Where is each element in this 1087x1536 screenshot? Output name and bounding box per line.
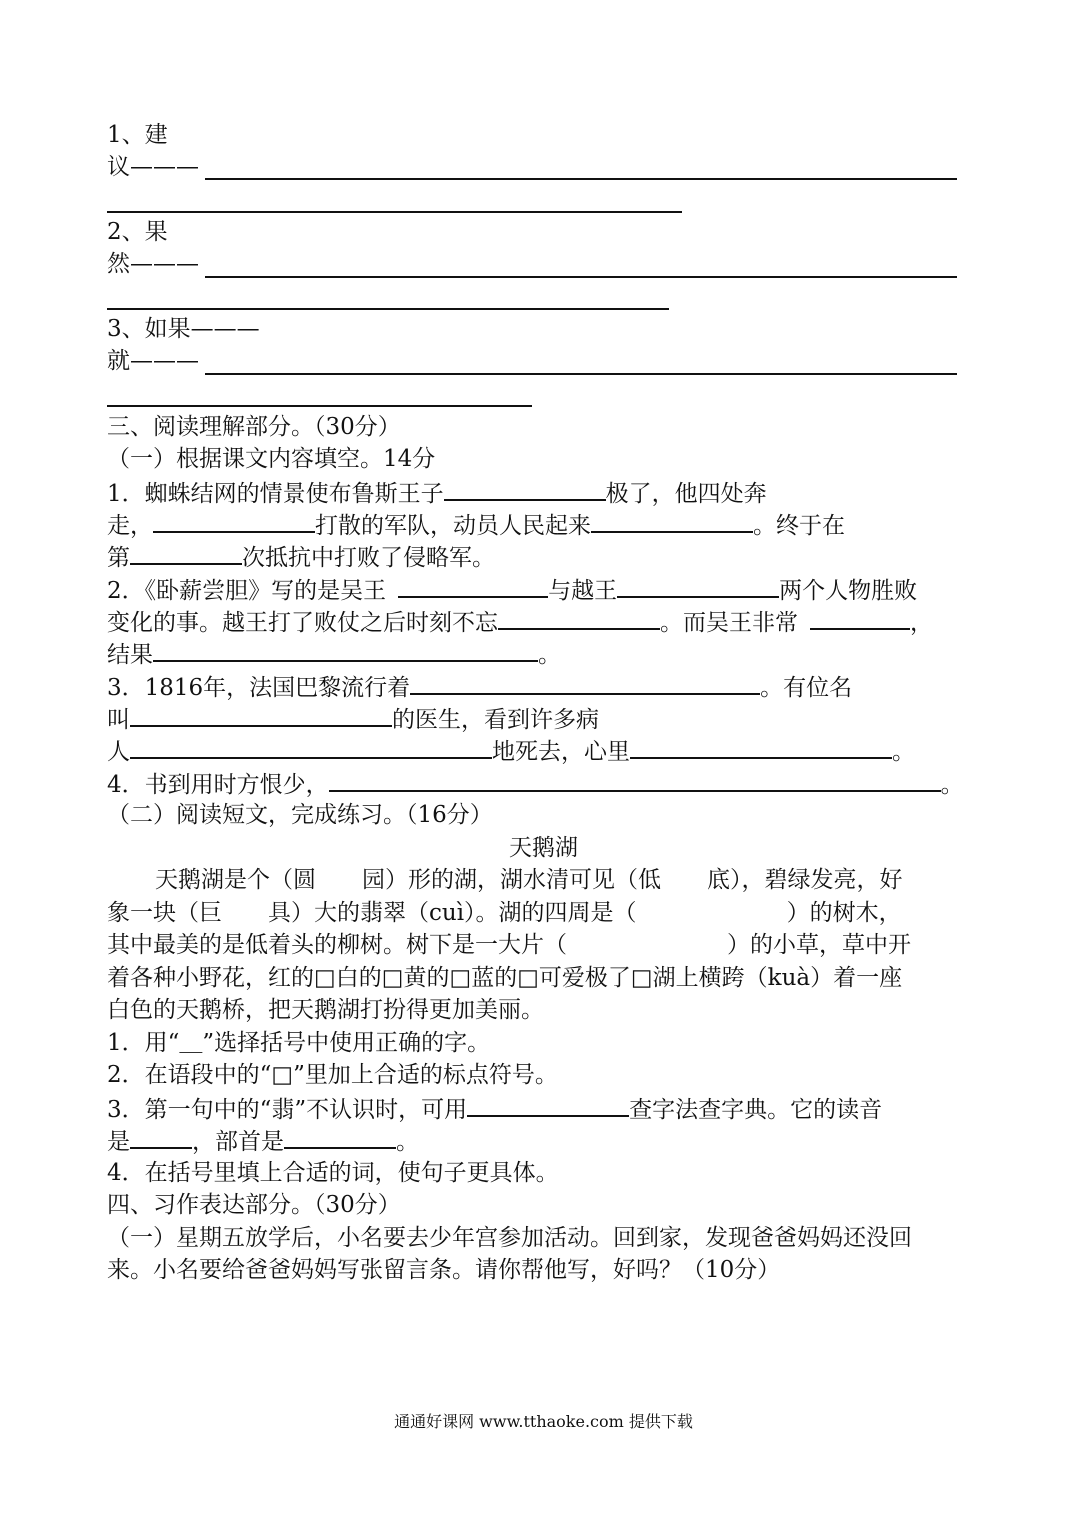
passage-line-5: 白色的天鹅桥，把天鹅湖打扮得更加美丽。 bbox=[107, 997, 544, 1023]
q3-answer-line-1[interactable] bbox=[205, 373, 957, 375]
exercise-3-line1 bbox=[107, 1093, 882, 1125]
passage-line-3 bbox=[107, 930, 911, 960]
q1-prefix-2: 议——— bbox=[107, 154, 199, 180]
text: 园）形的湖，湖水清可见（低 bbox=[362, 867, 661, 893]
section4-q1-line2: 来。小名要给爸爸妈妈写张留言条。请你帮他写，好吗？（10分） bbox=[107, 1257, 781, 1283]
passage-line-2 bbox=[107, 898, 902, 928]
blank[interactable] bbox=[498, 606, 660, 630]
text: 。有位名 bbox=[760, 675, 853, 701]
section4-heading: 四、习作表达部分。（30分） bbox=[107, 1192, 401, 1218]
blank[interactable] bbox=[444, 477, 606, 501]
blank[interactable] bbox=[153, 509, 315, 533]
text: 。 bbox=[538, 642, 561, 668]
text: 极了，他四处奔 bbox=[605, 481, 767, 507]
text: ，部首是 bbox=[192, 1129, 284, 1155]
blank[interactable] bbox=[810, 606, 910, 630]
text: 打散的军队，动员人民起来 bbox=[315, 513, 591, 539]
q1-answer-line-2[interactable] bbox=[107, 211, 682, 213]
blank[interactable] bbox=[410, 671, 760, 695]
section4-q1-line1: （一）星期五放学后，小名要去少年宫参加活动。回到家，发现爸爸妈妈还没回 bbox=[107, 1225, 912, 1251]
text: 第 bbox=[107, 545, 130, 571]
text: 2．《卧薪尝胆》写的是吴王 bbox=[107, 578, 387, 604]
blank[interactable] bbox=[617, 574, 779, 598]
exercise-4: 4．在括号里填上合适的词，使句子更具体。 bbox=[107, 1160, 559, 1186]
text: 。 bbox=[940, 772, 964, 798]
text: 与越王 bbox=[548, 578, 618, 604]
text: 3．第一句中的“翡”不认识时，可用 bbox=[107, 1097, 468, 1123]
text: 其中最美的是低着头的柳树。树下是一大片（ bbox=[107, 932, 567, 958]
section3-heading: 三、阅读理解部分。（30分） bbox=[107, 414, 401, 440]
blank[interactable] bbox=[591, 509, 753, 533]
text: 的医生，看到许多病 bbox=[392, 707, 599, 733]
blank[interactable] bbox=[284, 1125, 396, 1149]
part1-q3-line1 bbox=[107, 671, 852, 703]
text: ）的树木， bbox=[786, 900, 902, 926]
footer: 通通好课网 www.tthaoke.com 提供下载 bbox=[394, 1412, 693, 1431]
blank[interactable] bbox=[130, 541, 242, 565]
text: 。而吴王非常 bbox=[660, 610, 798, 636]
text: 结果 bbox=[107, 642, 153, 668]
q2-answer-line-2[interactable] bbox=[107, 308, 669, 310]
text: ， bbox=[910, 610, 933, 636]
text: 两个人物胜败 bbox=[779, 578, 918, 604]
text: 1．蜘蛛结网的情景使布鲁斯王子 bbox=[107, 481, 444, 507]
text: 是 bbox=[107, 1129, 130, 1155]
text: 。终于在 bbox=[753, 513, 845, 539]
part1-q1-line1 bbox=[107, 477, 767, 509]
part1-heading: （一）根据课文内容填空。14分 bbox=[107, 446, 436, 472]
part1-q1-line2 bbox=[107, 509, 845, 541]
blank[interactable] bbox=[630, 735, 892, 759]
part1-q4 bbox=[107, 768, 964, 800]
text: 象一块（巨 bbox=[107, 900, 222, 926]
part1-q1-line3 bbox=[107, 541, 495, 573]
text: 具）大的翡翠（cuì）。湖的四周是（ bbox=[268, 900, 637, 926]
q3-answer-line-2[interactable] bbox=[107, 405, 532, 407]
exercise-1: 1．用“＿”选择括号中使用正确的字。 bbox=[107, 1030, 491, 1056]
text: ）的小草，草中开 bbox=[727, 932, 911, 958]
part1-q3-line3 bbox=[107, 735, 915, 767]
text: 叫 bbox=[107, 707, 130, 733]
q2-answer-line-1[interactable] bbox=[205, 276, 957, 278]
text: 查字法查字典。它的读音 bbox=[629, 1097, 883, 1123]
blank[interactable] bbox=[398, 574, 548, 598]
q3-prefix-2: 就——— bbox=[107, 348, 199, 374]
text: 天鹅湖是个（圆 bbox=[155, 867, 316, 893]
q2-prefix: 2、果 bbox=[107, 219, 168, 245]
text: 。 bbox=[892, 739, 915, 765]
passage-line-4: 着各种小野花，红的□白的□黄的□蓝的□可爱极了□湖上横跨（kuà）着一座 bbox=[107, 965, 903, 991]
text: 4．书到用时方恨少， bbox=[107, 772, 329, 798]
part2-heading: （二）阅读短文，完成练习。（16分） bbox=[107, 802, 493, 828]
passage-line-1 bbox=[155, 865, 903, 895]
exercise-3-line2 bbox=[107, 1125, 419, 1157]
blank[interactable] bbox=[130, 703, 392, 727]
blank[interactable] bbox=[130, 735, 492, 759]
text: 走， bbox=[107, 513, 153, 539]
blank[interactable] bbox=[329, 768, 941, 792]
text: 人 bbox=[107, 739, 130, 765]
part1-q2-line2 bbox=[107, 606, 933, 638]
part1-q3-line2 bbox=[107, 703, 599, 735]
text: 变化的事。越王打了败仗之后时刻不忘 bbox=[107, 610, 498, 636]
text: 地死去，心里 bbox=[492, 739, 630, 765]
text: 次抵抗中打败了侵略军。 bbox=[242, 545, 495, 571]
q2-prefix-2: 然——— bbox=[107, 251, 199, 277]
text: 底），碧绿发亮，好 bbox=[707, 867, 903, 893]
q1-prefix: 1、建 bbox=[107, 122, 168, 148]
blank[interactable] bbox=[130, 1125, 192, 1149]
q1-answer-line-1[interactable] bbox=[205, 178, 957, 180]
text: 3．1816年，法国巴黎流行着 bbox=[107, 675, 411, 701]
blank[interactable] bbox=[153, 638, 538, 662]
text: 。 bbox=[396, 1129, 419, 1155]
q3-prefix: 3、如果——— bbox=[107, 316, 260, 342]
part1-q2-line1 bbox=[107, 574, 917, 606]
blank[interactable] bbox=[467, 1093, 629, 1117]
passage-title: 天鹅湖 bbox=[509, 835, 578, 861]
part1-q2-line3 bbox=[107, 638, 561, 670]
exercise-2: 2．在语段中的“□”里加上合适的标点符号。 bbox=[107, 1062, 558, 1088]
